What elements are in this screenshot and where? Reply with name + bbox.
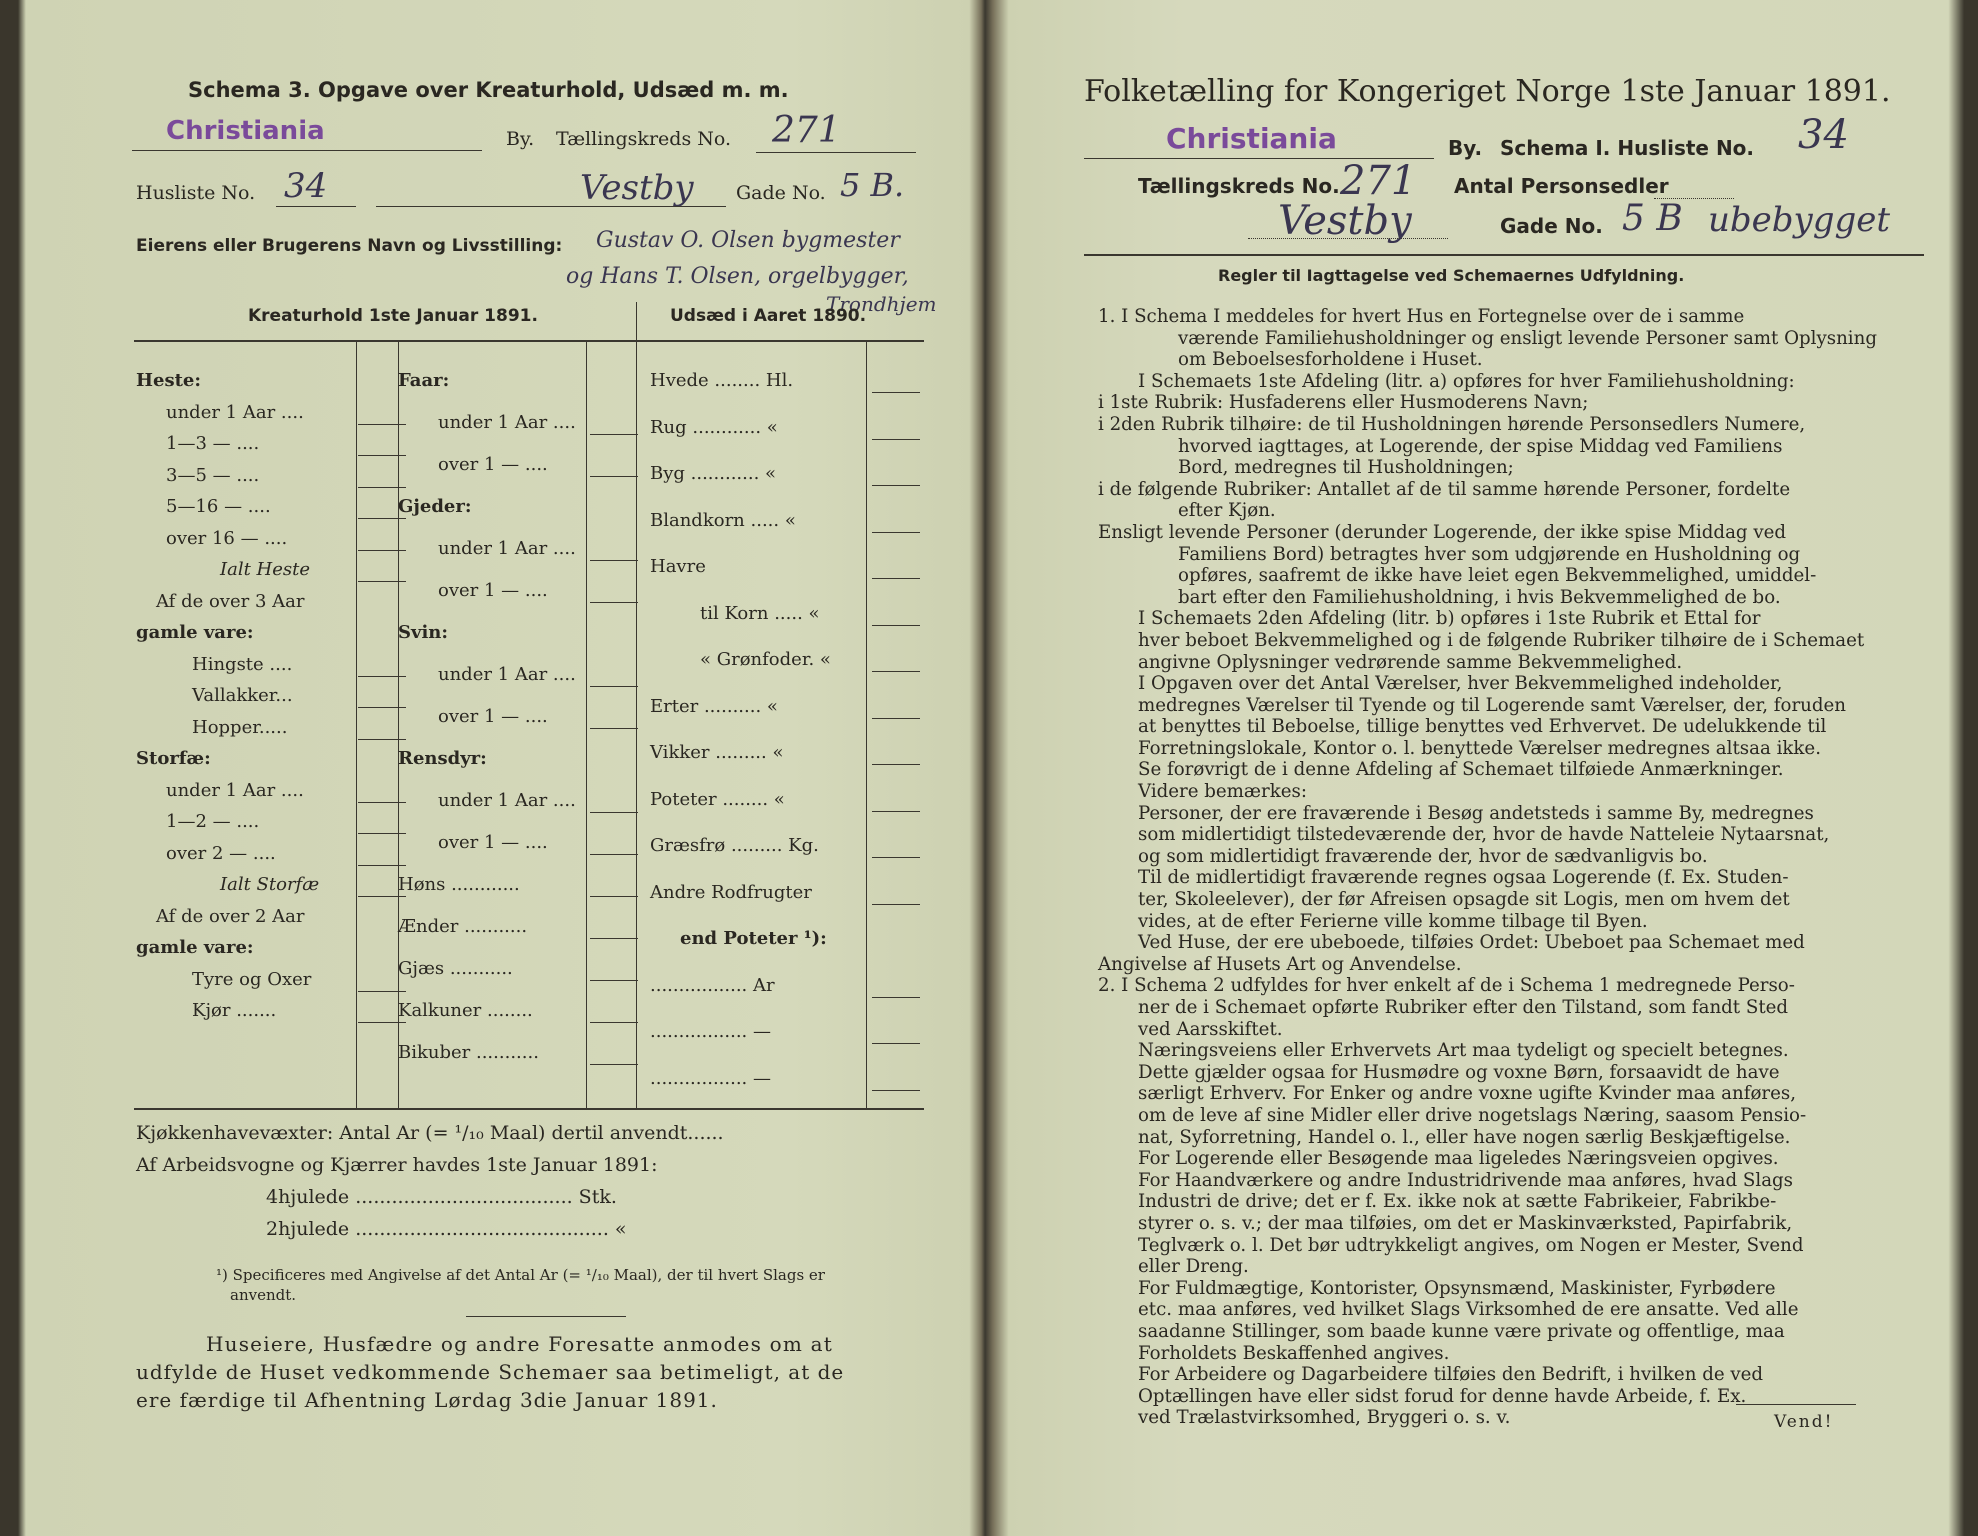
col1-row: Hingste .... — [192, 653, 293, 675]
kreds-label: Tællingskreds No. — [556, 128, 731, 150]
rule-line: For Haandværkere og andre Industridrivende maa anføres, hvad Slags — [1138, 1169, 1794, 1191]
owner-label: Eierens eller Brugerens Navn og Livsstilling: — [136, 236, 563, 256]
col3-row: ................. Ar — [650, 974, 775, 996]
entry-blank — [358, 707, 406, 708]
rule-line: Optællingen have eller sidst forud for denne havde Arbeide, f. Ex. — [1138, 1385, 1747, 1407]
col2-row: over 1 — .... — [438, 832, 548, 853]
entry-blank — [358, 550, 406, 551]
entry-blank — [358, 518, 406, 519]
col-divider-1 — [356, 340, 357, 1108]
census-title: Folketælling for Kongeriget Norge 1ste Januar 1891. — [1084, 74, 1891, 109]
schema-1-label: Schema I. Husliste No. — [1500, 136, 1755, 160]
entry-blank — [358, 991, 406, 992]
vend-rule — [1736, 1404, 1856, 1405]
by-label: By. — [506, 128, 535, 150]
owner-line-1: Gustav O. Olsen bygmester — [596, 228, 900, 253]
rule-line: I Opgaven over det Antal Værelser, hver Bekvemmelighed indeholder, — [1138, 673, 1783, 695]
entry-blank — [358, 424, 406, 425]
table-top-rule — [134, 340, 924, 342]
rule-line: Familiens Bord) betragtes hver som udgjørende en Husholdning og — [1178, 543, 1801, 565]
rule-line: Angivelse af Husets Art og Anvendelse. — [1098, 953, 1462, 975]
entry-blank — [872, 1090, 920, 1091]
col1-row: Tyre og Oxer — [192, 968, 312, 990]
rule-line: ter, Skoleelever), der før Afreisen opsagde sit Logis, men om hvem det — [1138, 889, 1790, 911]
rule-line: saadanne Stillinger, som baade kunne være private og offentlige, maa — [1138, 1320, 1785, 1342]
rule-line: bart efter den Familiehusholdning, i hvis Bekvemmelighed de bo. — [1178, 586, 1781, 608]
rule-line: særligt Erhverv. For Enker og andre voxne ugifte Kvinder maa anføres, — [1138, 1083, 1796, 1105]
right-kreds-label: Tællingskreds No. — [1138, 174, 1340, 198]
kreds-line — [756, 152, 916, 153]
col2-row: over 1 — .... — [438, 706, 548, 727]
rule-line: For Logerende eller Besøgende maa ligeledes Næringsveien opgives. — [1138, 1148, 1779, 1170]
col3-row: Rug ............ « — [650, 416, 778, 438]
rule-line: For Arbeidere og Dagarbeidere tilføies den Bedrift, i hvilken de ved — [1138, 1364, 1764, 1386]
rule-line: styrer o. s. v.; der maa tilføies, om det er Maskinværksted, Papirfabrik, — [1138, 1212, 1793, 1234]
entry-blank — [590, 434, 638, 435]
city-line — [132, 150, 482, 151]
husliste-label: Husliste No. — [136, 182, 256, 204]
entry-blank — [590, 560, 638, 561]
col1-row: gamle vare: — [136, 937, 254, 958]
rule-line: og som midlertidigt fraværende der, hvor de sædvanligvis bo. — [1138, 845, 1708, 867]
vend-label: Vend! — [1774, 1412, 1834, 1432]
col2-row: Høns ............ — [398, 874, 520, 895]
rule-line: angivne Oplysninger vedrørende samme Bekvemmelighed. — [1138, 651, 1683, 673]
udsaed-heading: Udsæd i Aaret 1890. — [670, 306, 867, 326]
col1-row: 3—5 — .... — [166, 464, 260, 486]
col1-row: over 16 — .... — [166, 527, 288, 549]
col1-row: Af de over 3 Aar — [156, 590, 305, 612]
closing-line-3: ere færdige til Afhentning Lørdag 3die Januar 1891. — [136, 1388, 718, 1412]
entry-blank — [358, 739, 406, 740]
entry-blank — [872, 532, 920, 533]
rule-line: Personer, der ere fraværende i Besøg andetsteds i samme By, medregnes — [1138, 802, 1814, 824]
col2-row: under 1 Aar .... — [438, 664, 576, 685]
col3-row: end Poteter ¹): — [680, 928, 827, 949]
right-by-label: By. — [1448, 136, 1483, 160]
rule-line: I Schemaets 2den Afdeling (litr. b) opføres i 1ste Rubrik et Ettal for — [1138, 608, 1761, 630]
col2-row: Svin: — [398, 622, 449, 643]
entry-blank — [358, 802, 406, 803]
rule-line: værende Familiehusholdninger og ensligt levende Personer samt Oplysning — [1178, 327, 1877, 349]
rule-line: Videre bemærkes: — [1138, 781, 1307, 803]
street-line — [376, 206, 726, 207]
col3-row: Hvede ........ Hl. — [650, 370, 794, 391]
col1-row: Vallakker... — [192, 685, 293, 706]
col-divider-3 — [586, 340, 587, 1108]
col2-row: Gjeder: — [398, 496, 472, 517]
rule-line: Til de midlertidigt fraværende regnes ogsaa Logerende (f. Ex. Studen- — [1138, 867, 1789, 889]
rule-line: ner de i Schemaet opførte Rubriker efter den Tilstand, som fandt Sted — [1138, 997, 1789, 1018]
entry-blank — [590, 896, 638, 897]
col3-row: Havre — [650, 556, 706, 577]
rule-line: 1. I Schema I meddeles for hvert Hus en Fortegnelse over de i samme — [1098, 306, 1745, 327]
col1-row: Kjør ....... — [192, 1000, 277, 1021]
col2-row: over 1 — .... — [438, 580, 548, 601]
rule-line: medregnes Værelser til Tyende og til Logerende samt Værelser, der, foruden — [1138, 694, 1847, 716]
rule-line: Teglværk o. l. Det bør udtrykkeligt angives, om Nogen er Mester, Svend — [1138, 1234, 1804, 1256]
col2-row: under 1 Aar .... — [438, 538, 576, 559]
col1-row: Af de over 2 Aar — [156, 905, 305, 927]
entry-blank — [872, 857, 920, 858]
col1-row: over 2 — .... — [166, 842, 276, 864]
rule-line: i 1ste Rubrik: Husfaderens eller Husmoderens Navn; — [1098, 392, 1589, 414]
right-kreds-value: 271 — [1340, 158, 1417, 204]
col2-row: Gjæs ........... — [398, 958, 513, 979]
right-street-line — [1248, 238, 1448, 239]
entry-blank — [872, 811, 920, 812]
col1-row: under 1 Aar .... — [166, 401, 304, 423]
rule-line: opføres, saafremt de ikke have leiet egen Bekvemmelighed, umiddel- — [1178, 565, 1817, 587]
entry-blank — [590, 1022, 638, 1023]
rule-line: Ensligt levende Personer (derunder Logerende, der ikke spise Middag ved — [1098, 521, 1787, 543]
col3-row: ................. — — [650, 1021, 771, 1042]
owner-line-2: og Hans T. Olsen, orgelbygger, — [566, 264, 909, 289]
husliste-value: 34 — [284, 166, 328, 206]
rules-title: Regler til Iagttagelse ved Schemaernes Udfyldning. — [1218, 266, 1685, 285]
entry-blank — [590, 812, 638, 813]
entry-blank — [358, 581, 406, 582]
entry-blank — [590, 938, 638, 939]
col-divider-4 — [866, 340, 867, 1108]
header-rule — [1084, 254, 1924, 256]
rule-line: I Schemaets 1ste Afdeling (litr. a) opføres for hver Familiehusholdning: — [1138, 370, 1795, 392]
col1-row: Ialt Heste — [220, 559, 311, 580]
right-city-stamp: Christiania — [1166, 122, 1337, 155]
right-street-value: Vestby — [1278, 198, 1412, 244]
right-gade-value: 5 B — [1622, 198, 1683, 239]
rule-line: Bord, medregnes til Husholdningen; — [1178, 457, 1514, 479]
rule-line: i de følgende Rubriker: Antallet af de til samme hørende Personer, fordelte — [1098, 478, 1791, 500]
rule-line: Ved Huse, der ere ubeboede, tilføies Ordet: Ubeboet paa Schemaet med — [1138, 932, 1805, 954]
rule-line: Forholdets Beskaffenhed angives. — [1138, 1342, 1450, 1364]
col2-row: under 1 Aar .... — [438, 412, 576, 433]
rule-line: i 2den Rubrik tilhøire: de til Husholdningen hørende Personsedlers Numere, — [1098, 413, 1806, 435]
city-stamp: Christiania — [166, 116, 325, 146]
schema-3-header: Schema 3. Opgave over Kreaturhold, Udsæd m. m. — [188, 78, 789, 102]
rule-line: Industri de drive; det er f. Ex. ikke nok at sætte Fabrikeier, Fabrikbe- — [1138, 1191, 1777, 1213]
rule-line: om Beboelsesforholdene i Huset. — [1178, 349, 1483, 371]
footnote-line-1: ¹) Specificeres med Angivelse af det Antal Ar (= ¹/₁₀ Maal), der til hvert Slags er — [216, 1266, 825, 1284]
entry-blank — [872, 485, 920, 486]
rule-line: Forretningslokale, Kontor o. l. benyttede Værelser medregnes altsaa ikke. — [1138, 737, 1821, 759]
fire-hjulede-line: 4hjulede .................................... Stk. — [266, 1186, 617, 1208]
antal-personsedler-label: Antal Personsedler — [1454, 174, 1669, 198]
to-hjulede-line: 2hjulede .......................................... « — [266, 1218, 627, 1240]
col3-row: Poteter ........ « — [650, 788, 785, 810]
col2-row: over 1 — .... — [438, 454, 548, 475]
husliste-line — [276, 206, 356, 207]
entry-blank — [590, 686, 638, 687]
rule-line: Næringsveiens eller Erhvervets Art maa tydeligt og specielt betegnes. — [1138, 1040, 1789, 1062]
col1-row: Heste: — [136, 370, 202, 391]
kreds-value: 271 — [772, 110, 841, 151]
entry-blank — [872, 671, 920, 672]
rule-line: at benyttes til Beboelse, tillige benyttes ved Erhvervet. De udelukkende til — [1138, 716, 1827, 738]
col1-row: 5—16 — .... — [166, 496, 271, 517]
owner-line-3: Trondhjem — [826, 292, 937, 316]
col3-row: til Korn ..... « — [700, 602, 820, 624]
entry-blank — [590, 602, 638, 603]
rules-text — [1098, 306, 1888, 1429]
rule-line: om de leve af sine Midler eller drive nogetslags Næring, saasom Pensio- — [1138, 1104, 1807, 1126]
entry-blank — [590, 728, 638, 729]
entry-blank — [872, 625, 920, 626]
entry-blank — [872, 764, 920, 765]
col3-row: Byg ............ « — [650, 463, 777, 484]
col1-row: gamle vare: — [136, 622, 254, 643]
closing-line-2: udfylde de Huset vedkommende Schemaer saa betimeligt, at de — [136, 1360, 845, 1384]
entry-blank — [590, 476, 638, 477]
street-value: Vestby — [580, 168, 694, 208]
rule-line: etc. maa anføres, ved hvilket Slags Virksomhed de ere ansatte. Ved alle — [1138, 1299, 1799, 1321]
entry-blank — [590, 980, 638, 981]
kreatur-heading: Kreaturhold 1ste Januar 1891. — [248, 306, 538, 326]
entry-blank — [872, 997, 920, 998]
entry-blank — [872, 1043, 920, 1044]
rule-line: som midlertidigt tilstedeværende der, hvor de havde Natteleie Nytaarsnat, — [1138, 824, 1830, 846]
col2-row: Bikuber ........... — [398, 1042, 539, 1063]
arbeidsvogne-line: Af Arbeidsvogne og Kjærrer havdes 1ste Januar 1891: — [136, 1154, 658, 1176]
kjokken-line: Kjøkkenhavevæxter: Antal Ar (= ¹/₁₀ Maal) dertil anvendt...... — [136, 1122, 724, 1144]
entry-blank — [358, 896, 406, 897]
right-husliste-value: 34 — [1798, 112, 1849, 158]
footnote-line-2: anvendt. — [230, 1286, 297, 1304]
col1-row: Hopper..... — [192, 716, 288, 738]
closing-line-1: Huseiere, Husfædre og andre Foresatte anmodes om at — [206, 1332, 833, 1356]
rule-line: vides, at de efter Ferierne ville komme tilbage til Byen. — [1138, 910, 1648, 932]
footnote-separator — [466, 1316, 626, 1317]
right-page-schema-1 — [988, 10, 1950, 1515]
col1-row: Ialt Storfæ — [220, 874, 320, 895]
col1-row: 1—3 — .... — [166, 433, 260, 454]
rule-line: For Fuldmægtige, Kontorister, Opsynsmænd, Maskinister, Fyrbødere — [1138, 1277, 1776, 1299]
col3-row: ................. — — [650, 1067, 771, 1089]
rule-line: hver beboet Bekvemmelighed og i de følgende Rubriker tilhøire de i Schemaet — [1138, 629, 1865, 651]
rule-line: ved Trælastvirksomhed, Bryggeri o. s. v. — [1138, 1407, 1511, 1429]
rule-line: ved Aarsskiftet. — [1138, 1018, 1283, 1040]
col2-row: Rensdyr: — [398, 748, 487, 769]
col3-row: Vikker ......... « — [650, 742, 784, 763]
rule-line: Dette gjælder ogsaa for Husmødre og voxne Børn, forsaavidt de have — [1138, 1061, 1780, 1083]
udsaed-divider — [636, 302, 637, 1108]
col3-row: Erter .......... « — [650, 695, 778, 717]
col1-row: under 1 Aar .... — [166, 779, 304, 801]
col3-row: « Grønfoder. « — [700, 649, 831, 670]
entry-blank — [872, 439, 920, 440]
entry-blank — [872, 718, 920, 719]
entry-blank — [358, 455, 406, 456]
entry-blank — [590, 1064, 638, 1065]
col2-row: Kalkuner ........ — [398, 1000, 533, 1021]
left-page-schema-3 — [26, 10, 986, 1515]
entry-blank — [358, 865, 406, 866]
gade-label: Gade No. — [736, 182, 826, 204]
col2-row: Ænder ........... — [398, 916, 528, 937]
rule-line: Se forøvrigt de i denne Afdeling af Schemaet tilføiede Anmærkninger. — [1138, 759, 1784, 781]
entry-blank — [358, 487, 406, 488]
rule-line: eller Dreng. — [1138, 1256, 1249, 1278]
col2-row: under 1 Aar .... — [438, 790, 576, 811]
table-bottom-rule — [134, 1108, 924, 1110]
rule-line: 2. I Schema 2 udfyldes for hver enkelt af de i Schema 1 medregnede Perso- — [1098, 975, 1795, 997]
entry-blank — [872, 578, 920, 579]
right-gade-label: Gade No. — [1500, 214, 1603, 238]
rule-line: hvorved iagttages, at Logerende, der spise Middag ved Familiens — [1178, 435, 1783, 457]
status-ubebygget: ubebygget — [1708, 200, 1891, 240]
gade-value: 5 B. — [840, 166, 905, 204]
entry-blank — [358, 1022, 406, 1023]
col3-row: Blandkorn ..... « — [650, 509, 796, 531]
col3-row: Græsfrø ......... Kg. — [650, 835, 819, 856]
entry-blank — [872, 904, 920, 905]
col3-row: Andre Rodfrugter — [650, 881, 812, 903]
entry-blank — [872, 392, 920, 393]
col1-row: 1—2 — .... — [166, 811, 260, 832]
rule-line: nat, Syforretning, Handel o. l., eller have nogen særlig Beskjæftigelse. — [1138, 1126, 1791, 1148]
rule-line: efter Kjøn. — [1178, 500, 1276, 522]
col1-row: Storfæ: — [136, 748, 211, 769]
entry-blank — [358, 833, 406, 834]
col2-row: Faar: — [398, 370, 450, 391]
entry-blank — [590, 854, 638, 855]
entry-blank — [358, 676, 406, 677]
